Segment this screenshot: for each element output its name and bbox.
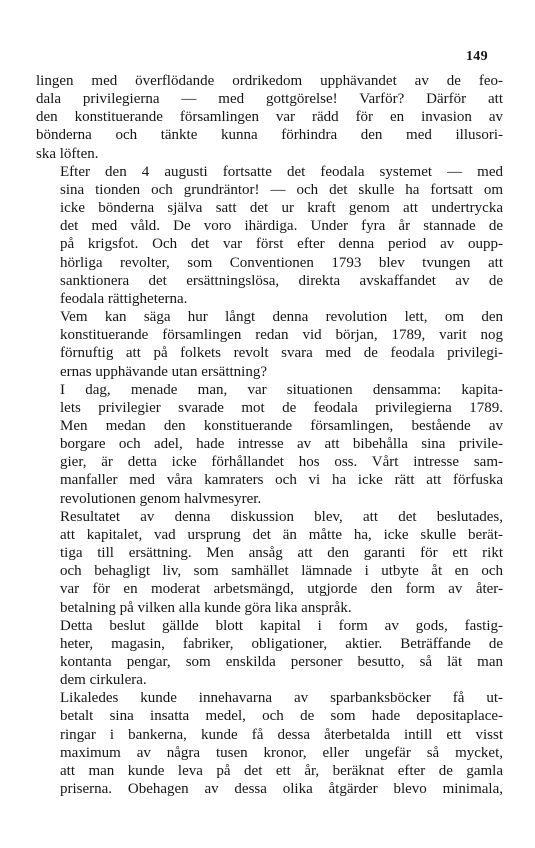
paragraph-3 <box>36 308 503 381</box>
paragraph-2 <box>36 163 503 308</box>
text-line: konstituerande församlingen redan vid början, 1789, varit nog <box>60 327 503 344</box>
paragraph-1 <box>36 72 503 163</box>
text-line: priserna. Obehagen av dessa olika åtgärder blevo minimala, <box>60 781 503 798</box>
text-line: Likaledes kunde innehavarna av sparbanksböcker få ut- <box>60 690 503 707</box>
text-line: det med våld. De voro ihärdiga. Under fyra år stannade de <box>60 218 503 235</box>
text-line: revolutionen genom halvmesyrer. <box>60 490 262 507</box>
text-line: hörliga revolter, som Conventionen 1793 blev tvungen att <box>60 254 503 271</box>
text-line: feodala rättigheterna. <box>60 290 188 307</box>
paragraph-5 <box>36 508 503 617</box>
text-line: Men medan den konstituerande församlingen, bestående av <box>60 417 503 434</box>
text-line: tiga till ersättning. Men ansåg att den garanti för ett rikt <box>60 545 503 562</box>
text-line: sina tionden och grundräntor! — och det skulle ha fortsatt om <box>60 181 503 198</box>
text-line: Resultatet av denna diskussion blev, att det beslutades, <box>60 508 503 525</box>
text-line: ringar i bankerna, kunde få dessa återbetalda intill ett visst <box>60 726 503 743</box>
paragraph-4 <box>36 381 503 508</box>
text-line: icke bönderna själva satt det ur kraft genom att undertrycka <box>60 200 503 217</box>
text-line: lingen med överflödande ordrikedom upphävandet av de feo- <box>36 73 503 89</box>
paragraph-7 <box>36 689 503 798</box>
text-line: kontanta pengar, som enskilda personer besutto, så lät man <box>60 654 503 670</box>
text-line: borgare och adel, hade intresse av att bibehålla sina privile- <box>60 436 503 453</box>
text-line: sanktionera det ersättningslösa, direkta avskaffandet av de <box>60 272 503 289</box>
text-line: ernas upphävande utan ersättning? <box>60 363 268 380</box>
text-line: dala privilegierna — med gottgörelse! Varför? Därför att <box>36 91 503 108</box>
text-line: bönderna och tänkte kunna förhindra den med illusori- <box>36 127 503 144</box>
text-line: betalning på vilken alla kunde göra lika anspråk. <box>60 599 352 616</box>
text-line: manfaller med våra kamraters och vi ha icke rätt att förfuska <box>60 472 503 489</box>
body-text <box>36 72 503 798</box>
text-line: lets privilegier svarade mot de feodala privilegierna 1789. <box>60 399 503 416</box>
text-line: och behagligt liv, som samhället lämnade i utbyte åt en och <box>60 563 503 580</box>
text-line: gier, är detta icke förhållandet hos oss. Vårt intresse sam- <box>60 454 503 471</box>
text-line: Detta beslut gällde blott kapital i form av gods, fastig- <box>60 617 503 634</box>
text-line: I dag, menade man, var situationen densamma: kapita- <box>60 381 503 398</box>
text-line: heter, magasin, fabriker, obligationer, aktier. Beträffande de <box>60 635 503 652</box>
text-line: att kapitalet, vad ursprung det än måtte ha, icke skulle berät- <box>60 526 503 543</box>
text-line: Efter den 4 augusti fortsatte det feodala systemet — med <box>60 163 503 180</box>
text-line: betalt sina insatta medel, och de som hade depositaplace- <box>60 708 503 725</box>
text-line: var för en moderat arbetsmängd, utgjorde den form av åter- <box>60 581 503 598</box>
page-number: 149 <box>466 49 488 64</box>
text-line: Vem kan säga hur långt denna revolution lett, om den <box>60 309 503 326</box>
text-line: att man kunde leva på det ett år, beräknat efter de gamla <box>60 762 503 779</box>
text-line: förnuftig att på folkets revolt svara med de feodala privilegi- <box>60 345 503 362</box>
text-line: den konstituerande församlingen var rädd för en invasion av <box>36 109 503 126</box>
text-line: maximum av några tusen kronor, eller ungefär så mycket, <box>60 744 503 761</box>
paragraph-6 <box>36 617 503 690</box>
text-line: på krigsfot. Och det var först efter denna period av oupp- <box>60 236 503 253</box>
text-line: ska löften. <box>36 145 99 162</box>
text-line: dem cirkulera. <box>60 672 147 689</box>
